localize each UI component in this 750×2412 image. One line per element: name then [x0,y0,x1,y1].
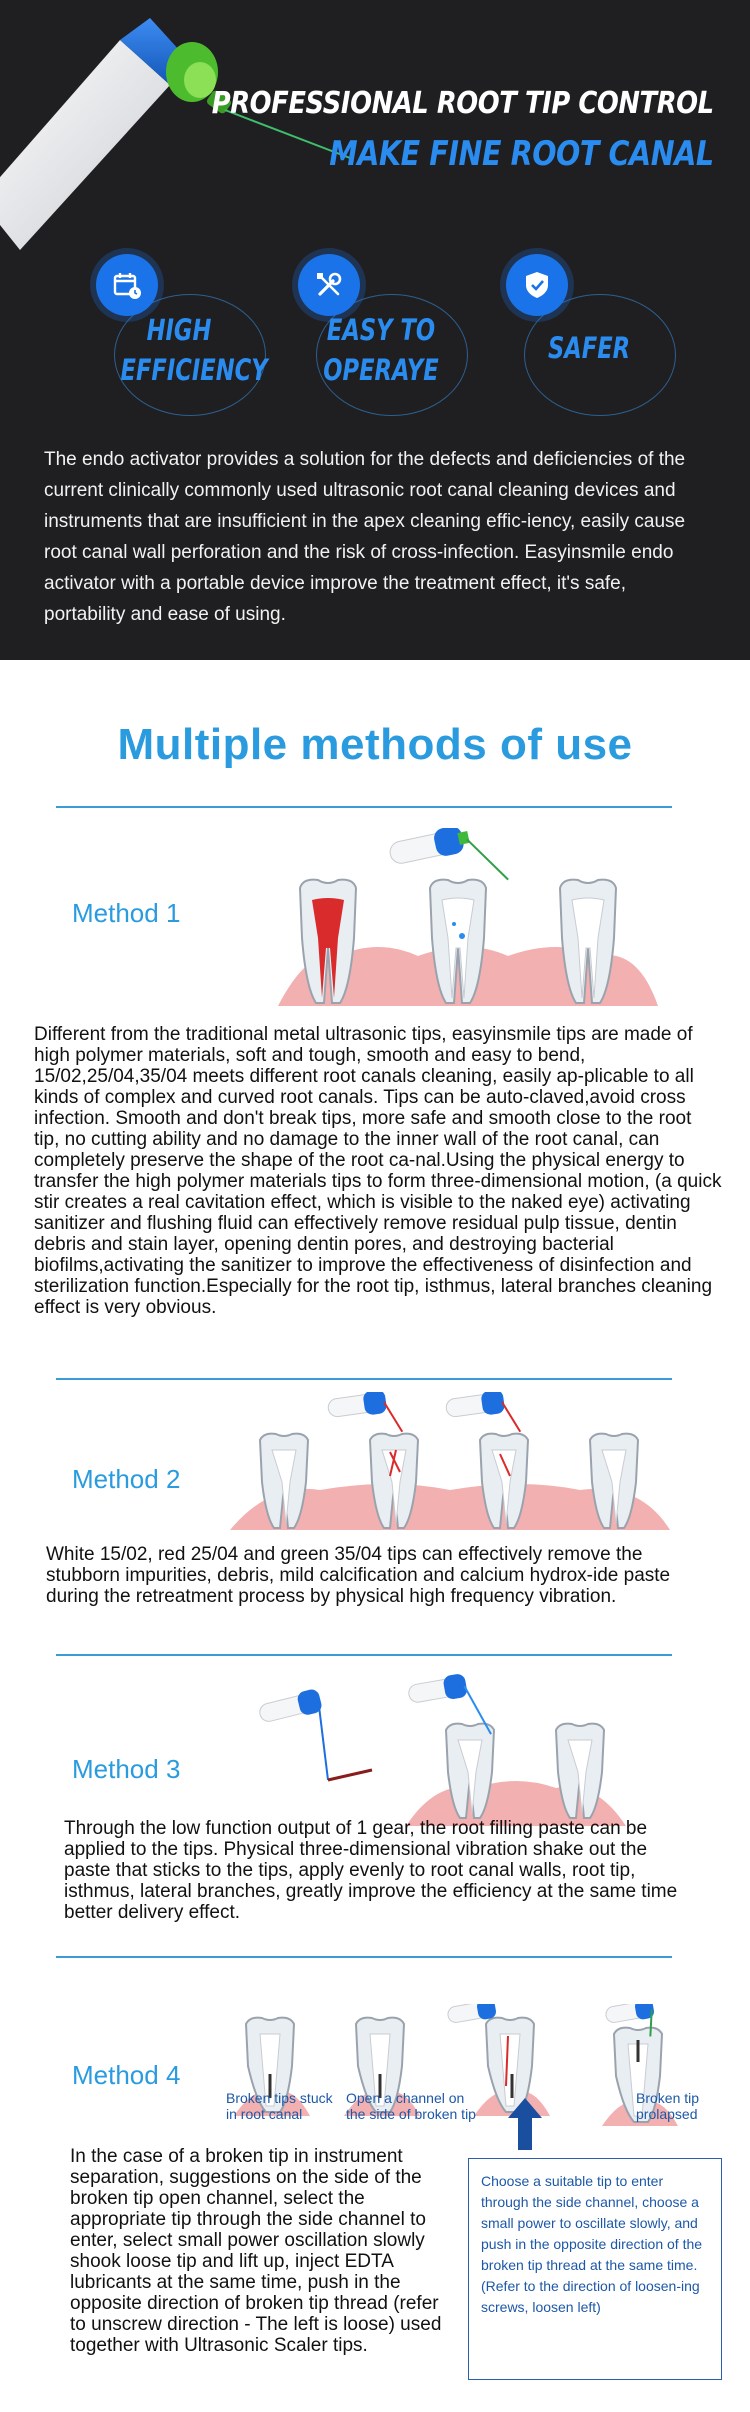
feature-label-line1: EASY TO [326,313,436,347]
divider [56,1654,672,1656]
tools-icon [298,254,360,316]
caption-broken-tip-stuck: Broken tips stuck in root canal [226,2090,333,2122]
method-3-description: Through the low function output of 1 gear, the root filling paste can be applied to the tips. Physical three-dimensional vibration shake out the paste that sticks to the tips, apply evenly to root canal walls, root tip, isthmus, lateral branches, greatly improve the efficiency at the same time better delivery effect. [64,1818,678,1923]
method-2-description: White 15/02, red 25/04 and green 35/04 tips can effectively remove the stubborn impurities, debris, mild calcification and calcium hydrox-ide paste during the retreatment process by physical high frequency vibration. [46,1544,671,1607]
method-4-note-box [468,2158,722,2380]
divider [56,1956,672,1958]
feature-label-line2: OPERAYE [323,353,439,387]
hero-title-line2: MAKE FINE ROOT CANAL [329,134,714,174]
endo-activator-device-image [0,0,380,260]
divider [56,806,672,808]
method-4-label: Method 4 [72,2060,181,2090]
method-1-label: Method 1 [72,898,181,928]
method-4-teeth-illustration [224,2004,684,2154]
caption-broken-tip-prolapsed: Broken tip prolapsed [636,2090,700,2122]
arrow-up-icon [508,2098,542,2150]
method-3-label: Method 3 [72,1754,181,1784]
feature-label-line1: SAFER [547,331,631,365]
shield-check-icon [506,254,568,316]
feature-high-efficiency [84,254,268,424]
method-3-teeth-illustration [256,1670,636,1830]
hero-banner [0,0,750,660]
method-2-label: Method 2 [72,1464,181,1494]
hero-title-line1: PROFESSIONAL ROOT TIP CONTROL [212,86,714,121]
method-2-teeth-illustration [230,1392,670,1532]
feature-safer [494,254,674,424]
feature-easy-to-operate [286,254,466,424]
note-reference: (Refer to the direction of loosen-ing screws, loosen left) [481,2278,700,2315]
hero-description: The endo activator provides a solution for the defects and deficiencies of the current clinically commonly used ultrasonic root canal cleaning devices and instruments that are insufficient in the apex cleaning effic-iency, easily cause root canal wall perforation and the risk of cross-infection. Easyinsmile endo activator with a portable device improve the treatment effect, it's safe, portability and ease of using. [44,449,686,625]
feature-label-line1: HIGH [146,313,212,347]
caption-open-channel: Open a channel on the side of broken tip [346,2090,476,2122]
method-4-description: In the case of a broken tip in instrument separation, suggestions on the side of the broken tip open channel, select the appropriate tip through the side channel to enter, select small power oscillation slowly shook loose tip and lift up, inject EDTA lubricants at the same time, push in the opposite direction of broken tip thread (refer to unscrew direction - The left is loose) used together with Ultrasonic Scaler tips. [70,2146,442,2356]
method-1-teeth-illustration [278,828,658,1008]
divider [56,1378,672,1380]
section-title: Multiple methods of use [117,720,633,769]
note-text: Choose a suitable tip to enter through the side channel, choose a small power to oscillate slowly, and push in the opposite direction of the broken tip thread at the same time. [481,2173,703,2273]
calendar-clock-icon [96,254,158,316]
method-1-description: Different from the traditional metal ultrasonic tips, easyinsmile tips are made of high polymer materials, soft and tough, smooth and easy to bend, 15/02,25/04,35/04 meets different root canals cleaning, easily ap-plicable to all kinds of complex and curved root canals. Tips can be auto-claved,avoid cross infection. Smooth and don't break tips, more safe and smooth close to the root tip, no cutting ability and no damage to the inner wall of the root canal, can completely preserve the shape of the root ca-nal.Using the physical energy to transfer the high polymer materials tips to form three-dimensional motion, (a quick stir creates a real cavitation effect, which is visible to the naked eye) activating sanitizer and flushing fluid can effectively remove residual pulp tissue, dentin debris and stain layer, opening dentin pores, and destroying bacterial biofilms,activating the sanitizer to improve the effectiveness of disinfection and sterilization function.Especially for the root tip, isthmus, lateral branches cleaning effect is very obvious. [34,1024,722,1318]
feature-label-line2: EFFICIENCY [120,353,268,387]
